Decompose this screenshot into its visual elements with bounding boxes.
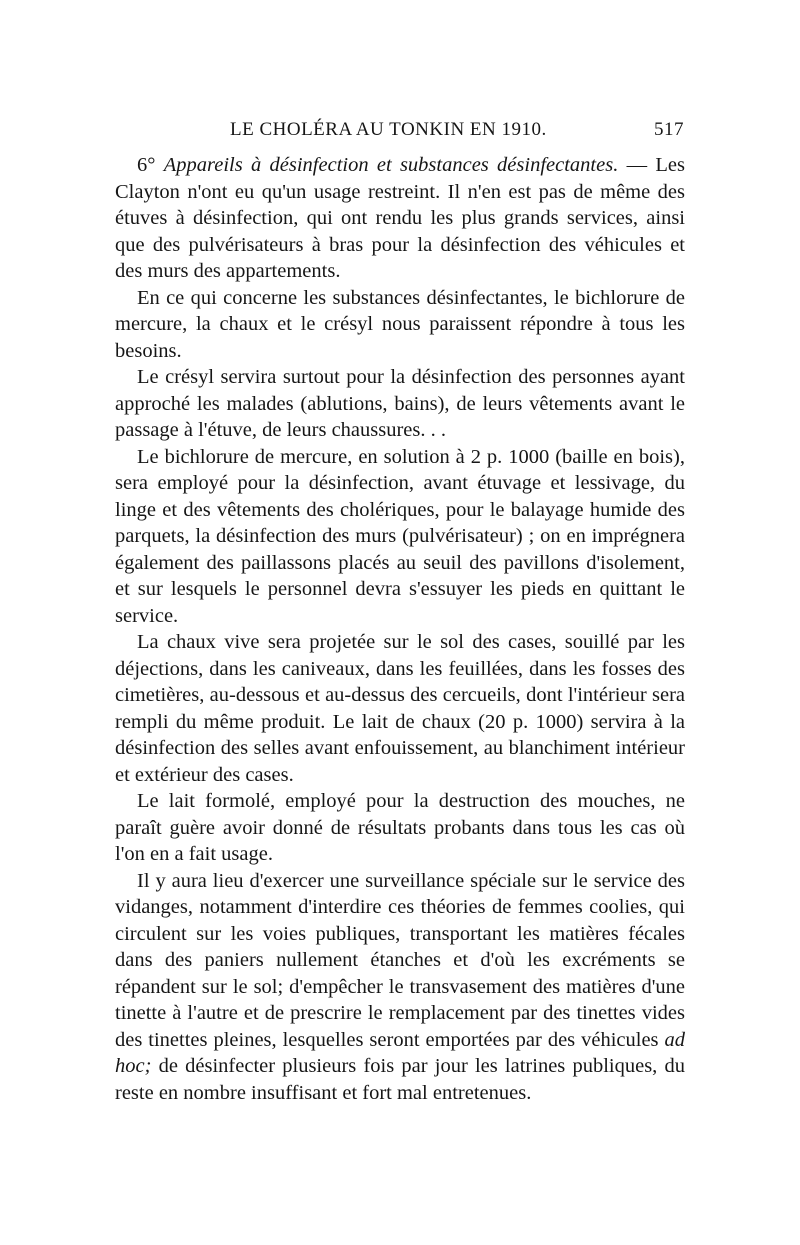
body-text	[115, 152, 685, 1106]
paragraph	[115, 364, 685, 444]
paragraph	[115, 444, 685, 630]
paragraph-text: La chaux vive sera projetée sur le sol des cases, souillé par les déjections, dans les caniveaux, dans les feuillées, dans les fosses des cimetières, au-dessous et au-dessus des cercueils, dont l'intérieur sera rempli du même produit. Le lait de chaux (20 p. 1000) servira à la désinfection des selles avant enfouissement, au blanchiment intérieur et extérieur des cases.	[115, 631, 685, 786]
section-paragraph	[115, 152, 685, 285]
paragraph-text: Il y aura lieu d'exercer une surveillance spéciale sur le service des vidanges, notamment d'interdire ces théories de femmes coolies, qui circulent sur les voies publiques, transportant les matières fécales dans des paniers nullement étanches et d'où les excréments se répandent sur le sol; d'empêcher le transvasement des matières d'une tinette à l'autre et de prescrire le remplacement par des tinettes vides des tinettes pleines, lesquelles seront emportées par des véhicules	[115, 869, 685, 1051]
paragraph-text: En ce qui concerne les substances désinfectantes, le bichlorure de mercure, la chaux et le crésyl nous paraissent répondre à tous les besoins.	[115, 286, 685, 362]
section-heading: Appareils à désinfection et substances désinfectantes.	[163, 154, 619, 176]
heading-dash: —	[618, 154, 656, 176]
paragraph-text: Le bichlorure de mercure, en solution à 2 p. 1000 (baille en bois), sera employé pour la désinfection, avant étuvage et lessivage, du linge et des vêtements des cholériques, pour le balayage humide des parquets, la désinfection des murs (pulvérisateur) ; on en imprégnera également des paillassons placés au seuil des pavillons d'isolement, et sur lesquels le personnel devra s'essuyer les pieds en quittant le service.	[115, 445, 685, 627]
paragraph	[115, 629, 685, 788]
running-title: LE CHOLÉRA AU TONKIN EN 1910.	[230, 119, 547, 140]
running-header	[112, 119, 684, 145]
page-number: 517	[654, 119, 684, 140]
section-number: 6°	[137, 154, 156, 176]
paragraph-text: Les Clayton n'ont eu qu'un usage restreint. Il n'en est pas de même des étuves à désinfection, qui ont rendu les plus grands services, ainsi que des pulvérisateurs à bras pour la désinfection des véhicules et des murs des appartements.	[115, 154, 686, 282]
paragraph	[115, 868, 685, 1107]
paragraph-text: Le crésyl servira surtout pour la désinfection des personnes ayant approché les malades (ablutions, bains), de leurs vêtements avant le passage à l'étuve, de leurs chaussures. . .	[115, 366, 685, 441]
paragraph-text: Le lait formolé, employé pour la destruction des mouches, ne paraît guère avoir donné de résultats probants dans tous les cas où l'on en a fait usage.	[115, 790, 685, 865]
italic-phrase: ad hoc;	[115, 1028, 685, 1077]
paragraph	[115, 285, 685, 365]
paragraph-text-end: de désinfecter plusieurs fois par jour les latrines publiques, du reste en nombre insuffisant et fort mal entretenues.	[115, 1055, 685, 1104]
paragraph	[115, 788, 685, 868]
